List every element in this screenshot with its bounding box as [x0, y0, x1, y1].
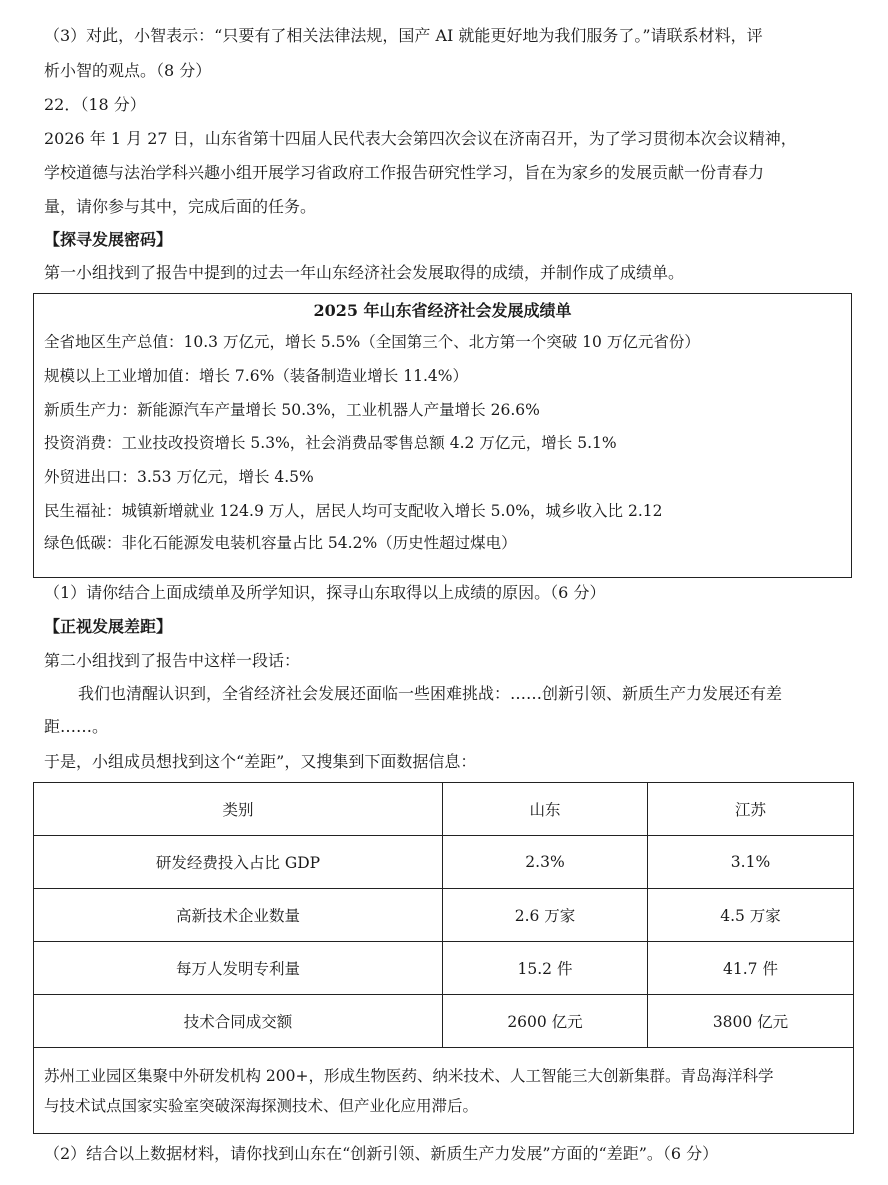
table-cell: 2.3%: [443, 836, 648, 889]
report-card-row: 绿色低碳：非化石能源发电装机容量占比 54.2%（历史性超过煤电）: [44, 534, 517, 552]
table-cell: 41.7 件: [648, 942, 854, 995]
table-note-row: [34, 1048, 854, 1134]
data-intro: 于是，小组成员想找到这个“差距”，又搜集到下面数据信息：: [44, 752, 477, 771]
section2-title: 【正视发展差距】: [44, 617, 173, 636]
header-shandong: 山东: [443, 783, 648, 836]
section2-text: 第二小组找到了报告中这样一段话：: [44, 651, 301, 670]
table-row: [34, 836, 854, 889]
report-card-row: 外贸进出口：3.53 万亿元，增长 4.5%: [44, 468, 314, 486]
question-2: （2）结合以上数据材料，请你找到山东在“创新引领、新质生产力发展”方面的“差距”。（6 分）: [44, 1144, 719, 1163]
table-cell: 高新技术企业数量: [34, 889, 443, 942]
table-cell: 每万人发明专利量: [34, 942, 443, 995]
report-card-row: 规模以上工业增加值：增长 7.6%（装备制造业增长 11.4%）: [44, 367, 468, 385]
table-note-line1: 苏州工业园区集聚中外研发机构 200+，形成生物医药、纳米技术、人工智能三大创新集群。青岛海洋科学: [44, 1066, 774, 1085]
header-category: 类别: [34, 783, 443, 836]
table-row: [34, 995, 854, 1048]
question-1: （1）请你结合上面成绩单及所学知识，探寻山东取得以上成绩的原因。（6 分）: [44, 583, 606, 602]
report-card-row: 投资消费：工业技改投资增长 5.3%，社会消费品零售总额 4.2 万亿元，增长 5.1%: [44, 434, 617, 452]
q21-part3-line2: 析小智的观点。（8 分）: [44, 61, 212, 80]
table-header-row: [34, 783, 854, 836]
report-card-row: 全省地区生产总值：10.3 万亿元，增长 5.5%（全国第三个、北方第一个突破 10 万亿元省份）: [44, 333, 700, 351]
table-row: [34, 889, 854, 942]
section1-text: 第一小组找到了报告中提到的过去一年山东经济社会发展取得的成绩，并制作成了成绩单。: [44, 263, 685, 282]
table-cell: 技术合同成交额: [34, 995, 443, 1048]
q22-intro-line1: 2026 年 1 月 27 日，山东省第十四届人民代表大会第四次会议在济南召开，为了学习贯彻本次会议精神，: [44, 129, 797, 148]
table-note-line2: 与技术试点国家实验室突破深海探测技术、但产业化应用滞后。: [44, 1096, 479, 1115]
table-cell: 3800 亿元: [648, 995, 854, 1048]
table-cell: 研发经费投入占比 GDP: [34, 836, 443, 889]
table-cell: 4.5 万家: [648, 889, 854, 942]
comparison-table: [33, 782, 854, 1134]
table-row: [34, 942, 854, 995]
q22-intro-line2: 学校道德与法治学科兴趣小组开展学习省政府工作报告研究性学习，旨在为家乡的发展贡献一份青春力: [44, 163, 765, 182]
section1-title: 【探寻发展密码】: [44, 230, 173, 249]
q21-part3-line1: （3）对此，小智表示：“只要有了相关法律法规，国产 AI 就能更好地为我们服务了。”请联系材料，评: [44, 26, 763, 45]
table-cell: 2.6 万家: [443, 889, 648, 942]
header-jiangsu: 江苏: [648, 783, 854, 836]
report-card-row: 民生福祉：城镇新增就业 124.9 万人，居民人均可支配收入增长 5.0%，城乡收入比 2.12: [44, 502, 663, 520]
table-cell: 3.1%: [648, 836, 854, 889]
table-note: [34, 1048, 854, 1134]
table-cell: 2600 亿元: [443, 995, 648, 1048]
report-quote-line1: 我们也清醒认识到，全省经济社会发展还面临一些困难挑战：……创新引领、新质生产力发展还有差: [78, 684, 783, 703]
report-card-row: 新质生产力：新能源汽车产量增长 50.3%，工业机器人产量增长 26.6%: [44, 401, 540, 419]
report-quote-line2: 距……。: [44, 717, 109, 736]
table-cell: 15.2 件: [443, 942, 648, 995]
report-card-box: [33, 293, 852, 578]
q22-header: 22．（18 分）: [44, 95, 146, 114]
report-card-title: 2025 年山东省经济社会发展成绩单: [313, 301, 572, 320]
q22-intro-line3: 量，请你参与其中，完成后面的任务。: [44, 197, 317, 216]
